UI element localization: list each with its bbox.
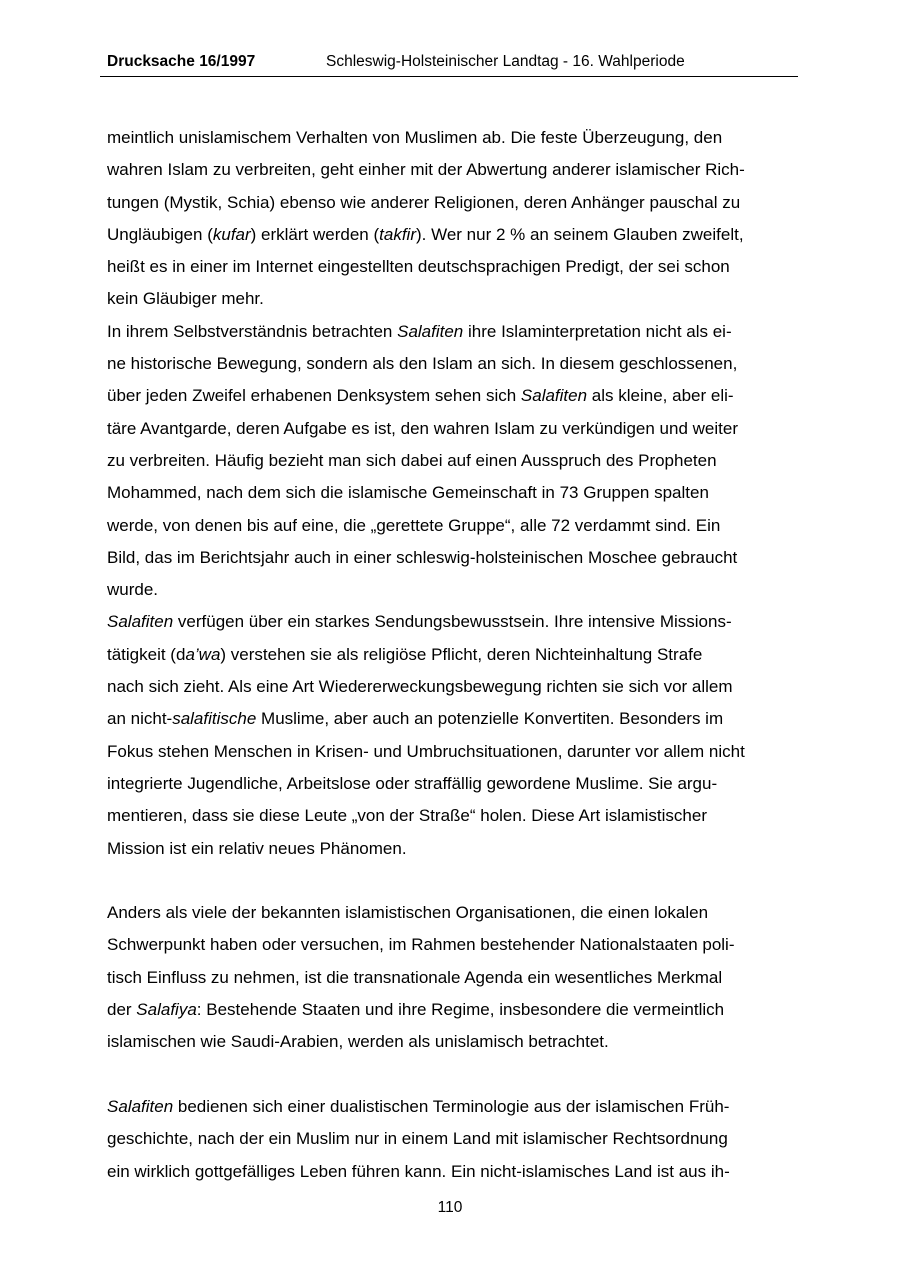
italic-term: Salafiten <box>107 612 174 632</box>
text-run: meintlich unislamischem Verhalten von Muslimen ab. Die feste Überzeugung, den <box>107 128 723 147</box>
text-run: an nicht- <box>107 709 173 729</box>
text-line <box>107 380 797 412</box>
text-run: ein wirklich gottgefälliges Leben führen kann. Ein nicht-islamisches Land ist aus ih- <box>107 1161 730 1181</box>
italic-term: Salafiten <box>397 321 464 341</box>
text-line <box>107 1123 797 1155</box>
paragraph <box>107 316 797 607</box>
paragraph <box>107 897 797 1058</box>
text-run: der <box>107 1000 137 1020</box>
page-header <box>100 52 798 77</box>
text-line <box>107 736 797 768</box>
text-line <box>107 348 797 380</box>
text-run: ne historische Bewegung, sondern als den Islam an sich. In diesem geschlossenen, <box>107 354 738 374</box>
text-run: ihre Islaminterpretation nicht als ei- <box>463 321 732 341</box>
text-run: Mohammed, nach dem sich die islamische Gemeinschaft in 73 Gruppen spalten <box>107 483 709 503</box>
text-run: heißt es in einer im Internet eingestellten deutschsprachigen Predigt, der sei schon <box>107 257 730 277</box>
page-footer <box>0 1199 900 1217</box>
text-run: Schwerpunkt haben oder versuchen, im Rahmen bestehender Nationalstaaten poli- <box>107 935 735 955</box>
text-line <box>107 477 797 509</box>
text-run: nach sich zieht. Als eine Art Wiedererweckungsbewegung richten sie sich vor allem <box>107 677 733 697</box>
text-run: Fokus stehen Menschen in Krisen- und Umbruchsituationen, darunter vor allem nicht <box>107 741 745 761</box>
document-number: Drucksache 16/1997 <box>107 53 256 70</box>
paragraph-spacer <box>107 865 797 897</box>
text-line <box>107 154 797 186</box>
text-line <box>107 962 797 994</box>
text-line <box>107 703 797 735</box>
text-line <box>107 671 797 703</box>
italic-term: Salafiten <box>107 1096 174 1116</box>
text-run: Anders als viele der bekannten islamistischen Organisationen, die einen lokalen <box>107 903 709 923</box>
text-run: als kleine, aber eli- <box>587 386 734 406</box>
text-line <box>107 606 797 638</box>
text-run: tisch Einfluss zu nehmen, ist die transnationale Agenda ein wesentliches Merkmal <box>107 967 723 987</box>
text-run: täre Avantgarde, deren Aufgabe es ist, den wahren Islam zu verkündigen und weiter <box>107 418 738 438</box>
text-line <box>107 897 797 929</box>
text-line <box>107 1026 797 1058</box>
body-text <box>107 122 797 1188</box>
text-run: ) erklärt werden ( <box>250 224 380 244</box>
text-run: Bild, das im Berichtsjahr auch in einer schleswig-holsteinischen Moschee gebraucht <box>107 547 738 567</box>
text-line <box>107 219 797 251</box>
italic-term: Salafiya <box>136 1000 197 1020</box>
text-run: : Bestehende Staaten und ihre Regime, insbesondere die vermeintlich <box>196 1000 725 1020</box>
text-line <box>107 445 797 477</box>
text-run: Muslime, aber auch an potenzielle Konvertiten. Besonders im <box>256 709 724 729</box>
text-run: wurde. <box>107 580 159 600</box>
text-run: bedienen sich einer dualistischen Terminologie aus der islamischen Früh- <box>173 1096 730 1116</box>
italic-term: a’wa <box>185 644 221 664</box>
text-line <box>107 316 797 348</box>
text-run: wahren Islam zu verbreiten, geht einher mit der Abwertung anderer islamischer Rich- <box>107 160 745 180</box>
text-run: ) verstehen sie als religiöse Pflicht, deren Nichteinhaltung Strafe <box>220 644 703 664</box>
text-run: werde, von denen bis auf eine, die „gerettete Gruppe“, alle 72 verdammt sind. Ein <box>107 515 721 535</box>
italic-term: takfir <box>379 224 416 244</box>
text-run: In ihrem Selbstverständnis betrachten <box>107 321 398 341</box>
text-line <box>107 833 797 865</box>
paragraph <box>107 122 797 316</box>
text-line <box>107 994 797 1026</box>
text-line <box>107 413 797 445</box>
text-line <box>107 1091 797 1123</box>
paragraph-spacer <box>107 1059 797 1091</box>
text-run: kein Gläubiger mehr. <box>107 289 264 309</box>
text-run: verfügen über ein starkes Sendungsbewusstsein. Ihre intensive Missions- <box>173 612 732 632</box>
text-line <box>107 251 797 283</box>
text-line <box>107 510 797 542</box>
paragraph <box>107 606 797 864</box>
text-run: integrierte Jugendliche, Arbeitslose oder straffällig gewordene Muslime. Sie argu- <box>107 773 718 793</box>
text-line <box>107 768 797 800</box>
text-line <box>107 187 797 219</box>
italic-term: Salafiten <box>520 386 588 406</box>
page-number: 110 <box>437 1199 463 1216</box>
text-run: islamischen wie Saudi-Arabien, werden als unislamisch betrachtet. <box>107 1032 609 1052</box>
text-run: tungen (Mystik, Schia) ebenso wie anderer Religionen, deren Anhänger pauschal zu <box>107 192 741 212</box>
paragraph <box>107 1091 797 1188</box>
text-run: Ungläubigen ( <box>107 224 213 244</box>
text-line <box>107 574 797 606</box>
text-run: ). Wer nur 2 % an seinem Glauben zweifelt, <box>415 224 744 244</box>
text-run: über jeden Zweifel erhabenen Denksystem sehen sich <box>107 386 521 406</box>
text-line <box>107 800 797 832</box>
document-title: Schleswig-Holsteinischer Landtag - 16. Wahlperiode <box>326 53 685 70</box>
text-line <box>107 283 797 315</box>
text-run: tätigkeit (d <box>107 644 186 664</box>
text-run: geschichte, nach der ein Muslim nur in einem Land mit islamischer Rechtsordnung <box>107 1129 728 1149</box>
text-run: zu verbreiten. Häufig bezieht man sich dabei auf einen Ausspruch des Propheten <box>107 450 717 470</box>
italic-term: kufar <box>212 224 251 244</box>
text-line <box>107 122 797 154</box>
text-line <box>107 929 797 961</box>
text-run: Mission ist ein relativ neues Phänomen. <box>107 838 407 858</box>
text-line <box>107 639 797 671</box>
text-line <box>107 1156 797 1188</box>
italic-term: salafitische <box>172 709 257 729</box>
text-line <box>107 542 797 574</box>
text-run: mentieren, dass sie diese Leute „von der Straße“ holen. Diese Art islamistischer <box>107 806 707 826</box>
